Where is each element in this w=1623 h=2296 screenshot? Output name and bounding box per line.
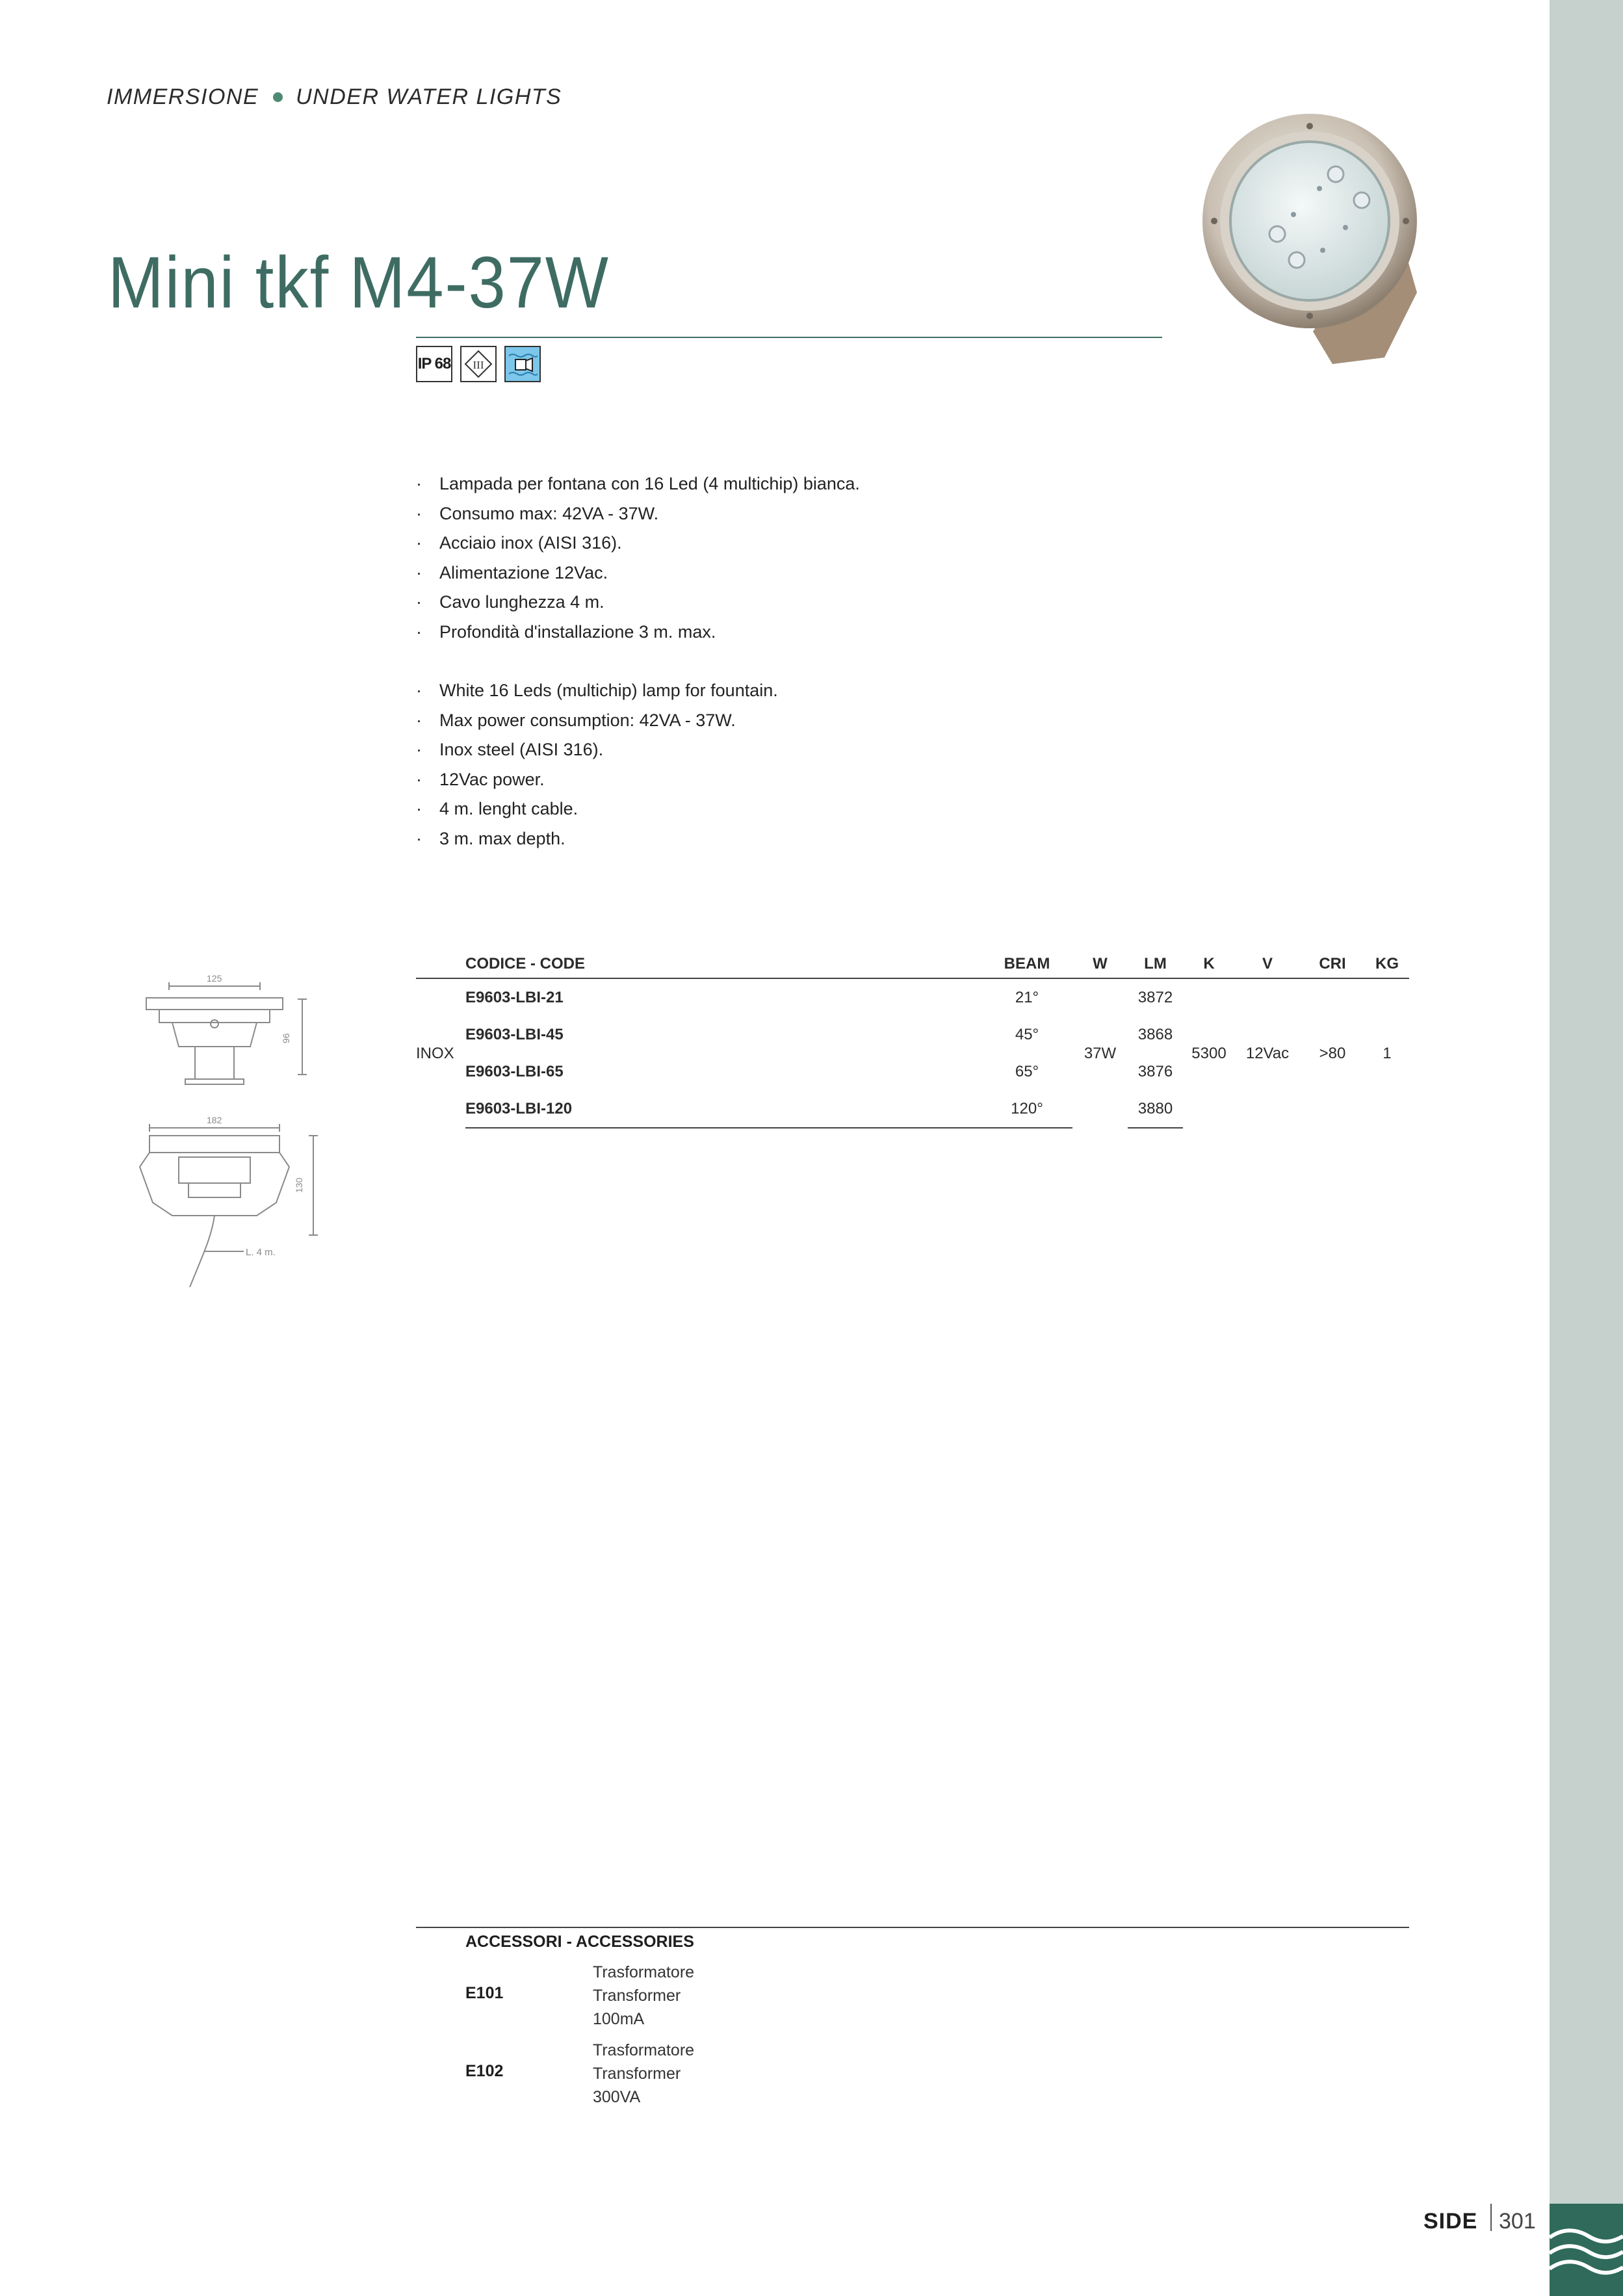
product-title: Mini tkf M4-37W xyxy=(108,242,610,323)
feature-item: · Acciaio inox (AISI 316). xyxy=(416,528,860,558)
voltage-cell: 12Vac xyxy=(1245,1044,1290,1062)
code-cell: E9603-LBI-120 xyxy=(465,1090,981,1128)
feature-item: · Lampada per fontana con 16 Led (4 multichip) bianca. xyxy=(416,469,860,499)
accessory-line: 100mA xyxy=(593,2010,645,2028)
accessories-heading: ACCESSORI - ACCESSORIES xyxy=(465,1933,694,1951)
accessory-line: Trasformatore xyxy=(593,1963,695,1981)
certification-icons xyxy=(416,346,541,382)
accessory-code: E101 xyxy=(465,1984,504,2002)
brand-wave-logo xyxy=(1550,2204,1623,2296)
kelvin-cell: 5300 xyxy=(1191,1044,1227,1062)
features-english xyxy=(416,676,778,854)
category-italian: IMMERSIONE xyxy=(107,85,259,109)
feature-item: · Profondità d'installazione 3 m. max. xyxy=(416,618,860,647)
beam-cell: 120° xyxy=(981,1090,1072,1128)
accessory-line: Transformer xyxy=(593,2065,681,2083)
table-header-row xyxy=(416,950,1409,978)
lumen-cell: 3876 xyxy=(1137,1062,1173,1080)
accessory-description xyxy=(593,1961,694,2031)
ip68-icon: IP 68 xyxy=(416,346,452,382)
feature-item: · Max power consumption: 42VA - 37W. xyxy=(416,706,778,736)
class-iii-icon xyxy=(460,346,497,382)
lumen-cell: 3868 xyxy=(1137,1025,1173,1043)
header-material xyxy=(416,950,465,978)
header-beam: BEAM xyxy=(981,950,1072,978)
code-cell: E9603-LBI-45 xyxy=(465,1025,564,1043)
category-label xyxy=(107,85,562,110)
category-english: UNDER WATER LIGHTS xyxy=(296,85,562,109)
feature-item: · Inox steel (AISI 316). xyxy=(416,735,778,765)
beam-cell: 45° xyxy=(1015,1025,1039,1043)
cable-length-label: L. 4 m. xyxy=(246,1247,276,1258)
header-kg: KG xyxy=(1365,950,1409,978)
header-k: K xyxy=(1183,950,1235,978)
beam-cell: 21° xyxy=(1015,988,1039,1006)
class-iii-label: III xyxy=(473,359,484,371)
bullet-dot-icon xyxy=(273,92,283,102)
product-photo xyxy=(1189,98,1449,371)
side-band xyxy=(1550,0,1623,2296)
feature-item: · Cavo lunghezza 4 m. xyxy=(416,588,860,618)
feature-item: · Alimentazione 12Vac. xyxy=(416,558,860,588)
feature-item: · White 16 Leds (multichip) lamp for fountain. xyxy=(416,676,778,706)
accessories-divider xyxy=(416,1927,1409,1928)
feature-item: · 12Vac power. xyxy=(416,765,778,795)
code-cell: E9603-LBI-21 xyxy=(465,988,564,1006)
cri-cell: >80 xyxy=(1319,1044,1346,1062)
header-v: V xyxy=(1235,950,1300,978)
accessory-line: Trasformatore xyxy=(593,2041,695,2059)
feature-item: · 3 m. max depth. xyxy=(416,824,778,854)
feature-item: · Consumo max: 42VA - 37W. xyxy=(416,499,860,529)
weight-cell: 1 xyxy=(1383,1044,1392,1062)
accessory-line: 300VA xyxy=(593,2088,641,2106)
title-divider xyxy=(416,337,1162,338)
beam-cell: 65° xyxy=(1015,1062,1039,1080)
lumen-cell: 3880 xyxy=(1128,1090,1183,1128)
table-row xyxy=(416,978,1409,1016)
feature-item: · 4 m. lenght cable. xyxy=(416,794,778,824)
dim-top-height: 96 xyxy=(281,1033,291,1043)
header-w: W xyxy=(1072,950,1128,978)
watt-cell: 37W xyxy=(1084,1044,1117,1062)
header-cri: CRI xyxy=(1300,950,1365,978)
accessory-code: E102 xyxy=(465,2062,504,2080)
dim-top-width: 125 xyxy=(207,973,222,984)
dim-bottom-height: 130 xyxy=(294,1177,304,1193)
accessory-description xyxy=(593,2039,694,2109)
page-number: 301 xyxy=(1499,2209,1536,2234)
footer-brand: SIDE xyxy=(1423,2209,1478,2234)
technical-drawing xyxy=(130,972,377,1297)
footer-separator xyxy=(1490,2204,1492,2231)
features-italian xyxy=(416,469,860,647)
code-cell: E9603-LBI-65 xyxy=(465,1062,564,1080)
lumen-cell: 3872 xyxy=(1137,988,1173,1006)
accessory-line: Transformer xyxy=(593,1987,681,2005)
header-code: CODICE - CODE xyxy=(465,950,981,978)
underwater-icon xyxy=(504,346,541,382)
material-cell: INOX xyxy=(416,1044,454,1062)
spec-table xyxy=(416,950,1409,1128)
header-lm: LM xyxy=(1128,950,1183,978)
dim-bottom-width: 182 xyxy=(207,1115,222,1125)
